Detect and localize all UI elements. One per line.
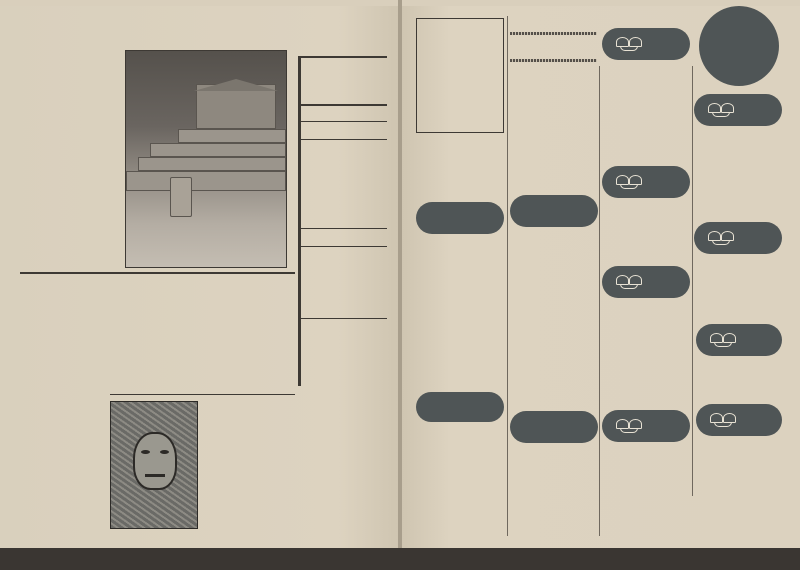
divider bbox=[301, 56, 387, 58]
column-divider bbox=[507, 16, 508, 536]
american-tv-header bbox=[510, 411, 598, 443]
divider bbox=[301, 121, 387, 122]
divider bbox=[301, 104, 387, 106]
column-divider bbox=[692, 66, 693, 496]
program1-header bbox=[694, 94, 782, 126]
tomb-step bbox=[138, 157, 286, 171]
summer-schedule-box bbox=[416, 18, 504, 133]
tomb-step bbox=[126, 171, 286, 191]
divider bbox=[301, 246, 387, 247]
tomb-roof bbox=[194, 79, 278, 91]
portrait-mouth bbox=[145, 474, 165, 477]
ornament-icon bbox=[708, 332, 738, 348]
stone-column bbox=[170, 177, 192, 217]
decorative-rule bbox=[510, 32, 597, 35]
ornament-icon bbox=[706, 230, 736, 246]
scan-bottom-edge bbox=[0, 548, 800, 570]
divider bbox=[301, 139, 387, 140]
left-page bbox=[0, 6, 398, 548]
ornament-icon bbox=[614, 36, 644, 52]
divider bbox=[301, 318, 387, 319]
divider bbox=[20, 272, 295, 274]
expressionist-woodcut-portrait bbox=[110, 401, 198, 529]
day-badge bbox=[699, 6, 779, 86]
tomb-of-cyrus-photo bbox=[125, 50, 287, 268]
tomb-step bbox=[178, 129, 286, 143]
ornament-icon bbox=[706, 102, 736, 118]
divider bbox=[110, 394, 295, 395]
ornament-icon bbox=[614, 174, 644, 190]
portrait-face bbox=[133, 432, 177, 490]
bandar-abbas-header bbox=[602, 266, 690, 298]
rasht-header bbox=[602, 28, 690, 60]
ornament-icon bbox=[614, 274, 644, 290]
educational-tv-header bbox=[510, 195, 598, 227]
divider bbox=[301, 228, 387, 229]
right-page bbox=[402, 6, 800, 548]
ornament-icon bbox=[614, 418, 644, 434]
nimrooz-header bbox=[696, 324, 782, 356]
tabriz-header bbox=[602, 166, 690, 198]
radio-fm-header bbox=[416, 392, 504, 422]
program2-header bbox=[694, 222, 782, 254]
network-header bbox=[696, 404, 782, 436]
portrait-eye bbox=[141, 450, 150, 454]
radio-tehran-header bbox=[416, 202, 504, 234]
portrait-eye bbox=[160, 450, 169, 454]
column-divider bbox=[599, 66, 600, 536]
decorative-rule bbox=[510, 59, 597, 62]
ornament-icon bbox=[708, 412, 738, 428]
kermanshah-header bbox=[602, 410, 690, 442]
tomb-step bbox=[150, 143, 286, 157]
